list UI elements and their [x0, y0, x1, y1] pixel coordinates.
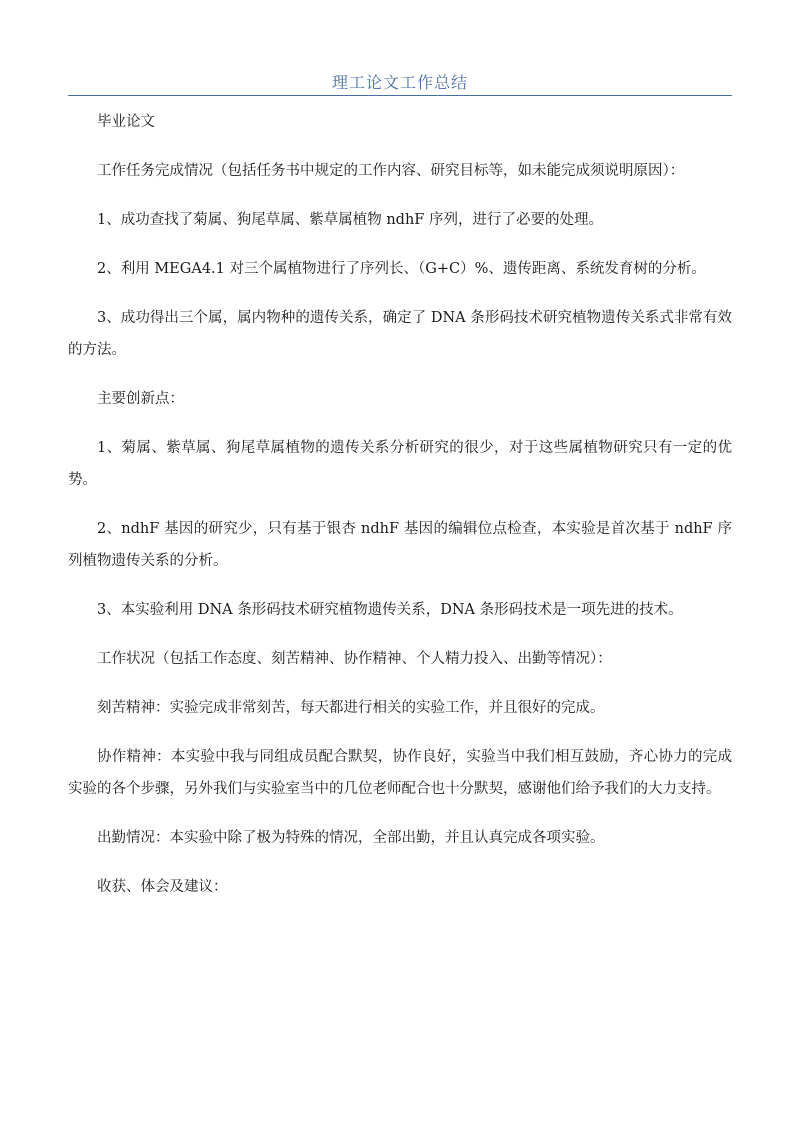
paragraph-innovation-item-3: 3、本实验利用 DNA 条形码技术研究植物遗传关系，DNA 条形码技术是一项先进的技术。 [97, 602, 683, 618]
paragraph-innovation-item-2: 2、ndhF 基因的研究少，只有基于银杏 ndhF 基因的编辑位点检查，本实验是首次基于 ndhF 序列植物遗传关系的分析。 [68, 521, 732, 569]
paragraph-diligence: 刻苦精神：实验完成非常刻苦，每天都进行相关的实验工作，并且很好的完成。 [97, 700, 605, 716]
paragraph-task-item-1: 1、成功查找了菊属、狗尾草属、紫草属植物 ndhF 序列，进行了必要的处理。 [97, 212, 603, 228]
paragraph-task-item-3: 3、成功得出三个属，属内物种的遗传关系，确定了 DNA 条形码技术研究植物遗传关系式非常有效的方法。 [68, 310, 732, 358]
document-body [68, 106, 732, 920]
header-divider [68, 95, 732, 96]
paragraph-innovation-item-1: 1、菊属、紫草属、狗尾草属植物的遗传关系分析研究的很少，对于这些属植物研究只有一定的优势。 [68, 440, 732, 488]
paragraph-task-completion-heading: 工作任务完成情况（包括任务书中规定的工作内容、研究目标等，如未能完成须说明原因）： [97, 163, 685, 179]
paragraph-task-item-2: 2、利用 MEGA4.1 对三个属植物进行了序列长、（G+C）%、遗传距离、系统发育树的分析。 [97, 261, 706, 277]
paragraph-gains-heading: 收获、体会及建议： [97, 879, 228, 895]
paragraph-attendance: 出勤情况：本实验中除了极为特殊的情况，全部出勤，并且认真完成各项实验。 [97, 830, 605, 846]
paragraph-work-status-heading: 工作状况（包括工作态度、刻苦精神、协作精神、个人精力投入、出勤等情况）： [97, 651, 612, 667]
paragraph-cooperation: 协作精神：本实验中我与同组成员配合默契，协作良好，实验当中我们相互鼓励，齐心协力的完成实验的各个步骤，另外我们与实验室当中的几位老师配合也十分默契，感谢他们给予我们的大力支持。 [68, 749, 732, 797]
paragraph-thesis-label: 毕业论文 [97, 114, 155, 130]
paragraph-innovation-heading: 主要创新点： [97, 391, 184, 407]
document-title: 理工论文工作总结 [331, 73, 468, 92]
page-header [68, 70, 732, 93]
